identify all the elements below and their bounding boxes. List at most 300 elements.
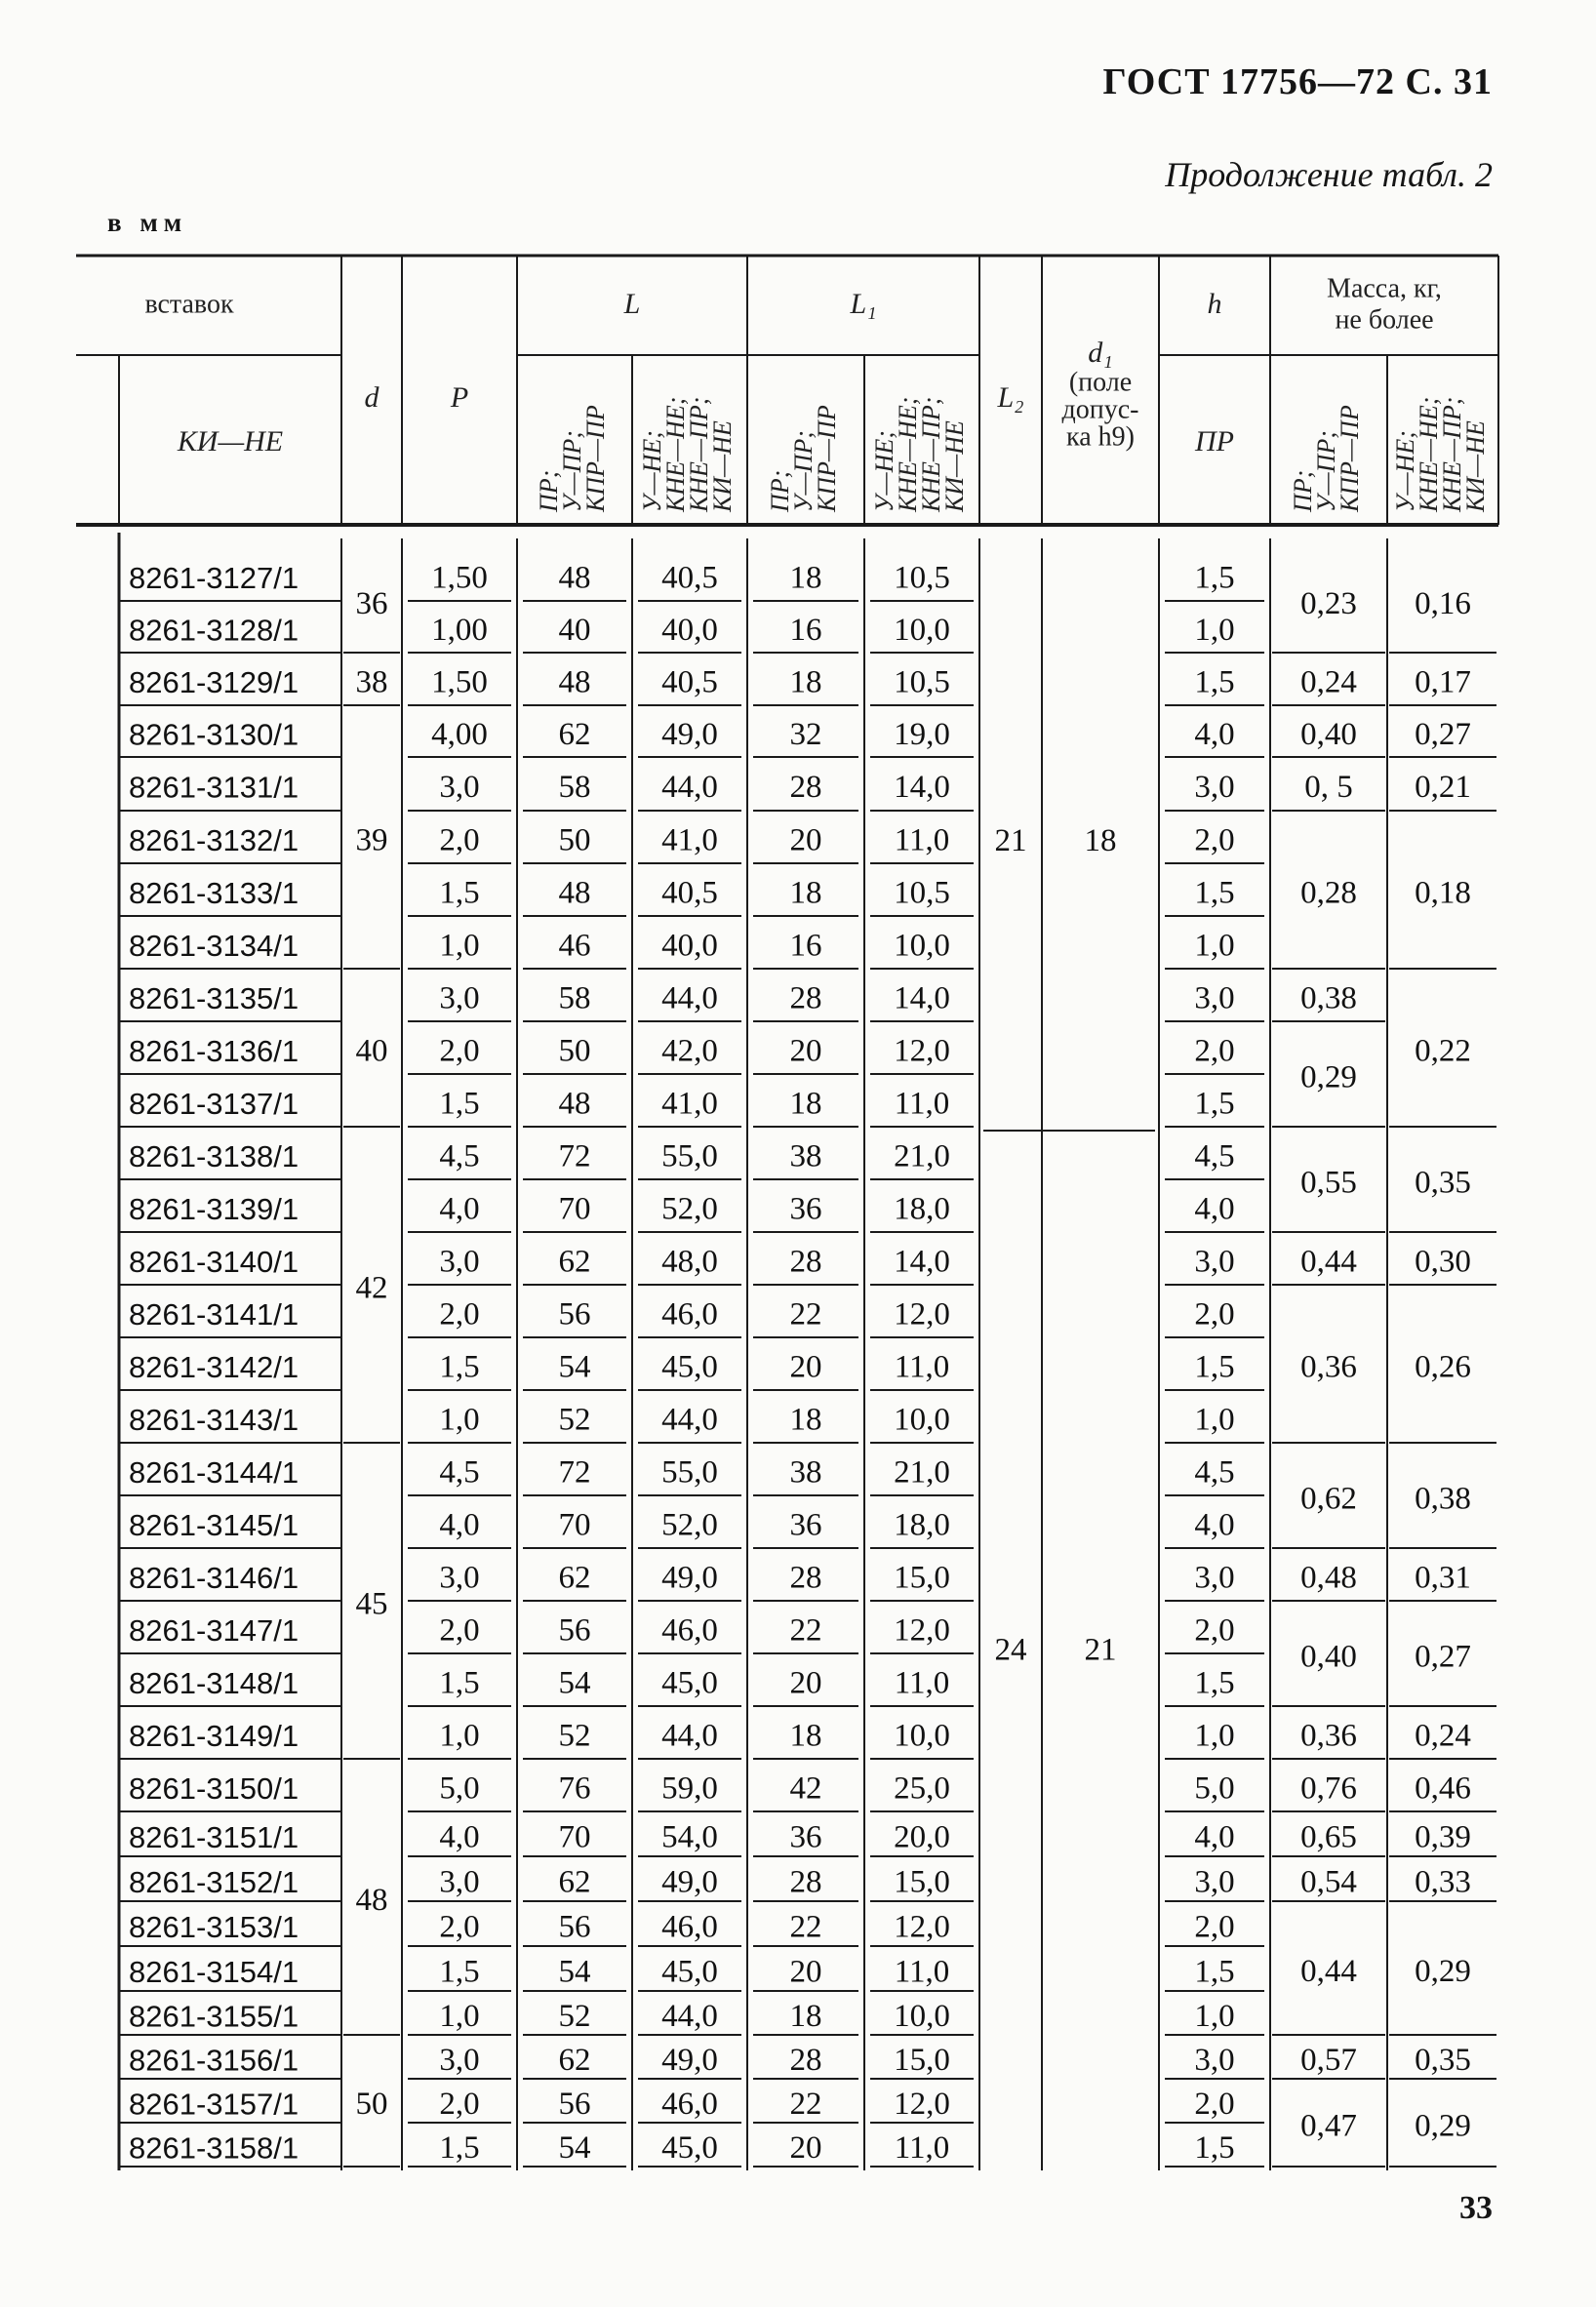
cell-d: 39 bbox=[355, 822, 388, 858]
cell-lb: 55,0 bbox=[661, 1138, 718, 1174]
cell-l1b: 25,0 bbox=[894, 1770, 950, 1807]
cell-la: 54 bbox=[558, 1954, 591, 1990]
cell-h: 1,5 bbox=[1194, 1349, 1235, 1385]
header-mass: Масса, кг, bbox=[1327, 273, 1442, 304]
cell-d: 36 bbox=[355, 586, 388, 622]
header-mass-sub-a-line: У—ПР; bbox=[1311, 430, 1340, 512]
header-h-pr: ПР bbox=[1195, 424, 1234, 457]
header-mass-sub-b bbox=[1391, 397, 1490, 513]
cell-p: 1,0 bbox=[439, 1999, 480, 2035]
cell-lb: 45,0 bbox=[661, 1349, 718, 1385]
cell-lb: 46,0 bbox=[661, 2087, 718, 2123]
cell-la: 54 bbox=[558, 1665, 591, 1701]
header-l1: L₁ bbox=[850, 287, 877, 320]
cell-p: 2,0 bbox=[439, 1909, 480, 1945]
cell-mass-b: 0,30 bbox=[1415, 1244, 1471, 1280]
header-l1-sub-b-line: У—НЕ; bbox=[869, 430, 898, 512]
cell-l1b: 18,0 bbox=[894, 1191, 950, 1227]
document-code: ГОСТ 17756—72 С. 31 bbox=[1102, 61, 1493, 102]
header-l-sub-b-line: КНЕ—ПР; bbox=[684, 396, 713, 512]
header-d1-tolerance: (поле bbox=[1068, 367, 1133, 398]
cell-mass-b: 0,29 bbox=[1415, 1954, 1471, 1990]
cell-l1b: 14,0 bbox=[894, 1244, 950, 1280]
cell-la: 50 bbox=[558, 822, 591, 858]
cell-mass-a: 0,57 bbox=[1300, 2043, 1357, 2079]
cell-h: 1,0 bbox=[1194, 1999, 1235, 2035]
cell-d: 40 bbox=[355, 1033, 388, 1069]
cell-la: 50 bbox=[558, 1033, 591, 1069]
cell-mass-b: 0,39 bbox=[1415, 1819, 1471, 1855]
part-code: 8261-3135/1 bbox=[129, 981, 299, 1016]
cell-l1a: 38 bbox=[789, 1454, 822, 1491]
cell-l1b: 10,0 bbox=[894, 928, 950, 964]
cell-lb: 44,0 bbox=[661, 1402, 718, 1438]
cell-la: 48 bbox=[558, 875, 591, 911]
cell-la: 70 bbox=[558, 1507, 591, 1543]
cell-lb: 49,0 bbox=[661, 1864, 718, 1900]
cell-mass-b: 0,46 bbox=[1415, 1770, 1471, 1807]
cell-h: 4,0 bbox=[1194, 717, 1235, 753]
cell-p: 4,0 bbox=[439, 1507, 480, 1543]
cell-lb: 52,0 bbox=[661, 1191, 718, 1227]
cell-lb: 42,0 bbox=[661, 1033, 718, 1069]
cell-l1b: 12,0 bbox=[894, 2087, 950, 2123]
cell-h: 1,5 bbox=[1194, 1086, 1235, 1122]
units-label: в мм bbox=[107, 208, 188, 237]
cell-mass-a: 0,47 bbox=[1300, 2108, 1357, 2144]
cell-h: 4,5 bbox=[1194, 1454, 1235, 1491]
cell-l1b: 10,0 bbox=[894, 1402, 950, 1438]
cell-mass-b: 0,21 bbox=[1415, 770, 1471, 806]
part-code: 8261-3131/1 bbox=[129, 770, 299, 805]
cell-p: 4,0 bbox=[439, 1191, 480, 1227]
cell-l1b: 10,0 bbox=[894, 1718, 950, 1754]
cell-h: 5,0 bbox=[1194, 1770, 1235, 1807]
cell-p: 3,0 bbox=[439, 1244, 480, 1280]
cell-l1a: 20 bbox=[789, 822, 822, 858]
part-code: 8261-3132/1 bbox=[129, 823, 299, 858]
header-l1-sub-b bbox=[870, 397, 969, 513]
part-code: 8261-3157/1 bbox=[129, 2087, 299, 2122]
cell-d: 50 bbox=[355, 2087, 388, 2123]
header-l1-sub-b-line: КИ—НЕ bbox=[939, 420, 969, 512]
part-code: 8261-3158/1 bbox=[129, 2130, 299, 2166]
cell-l1b: 12,0 bbox=[894, 1296, 950, 1332]
cell-lb: 49,0 bbox=[661, 1560, 718, 1596]
cell-la: 48 bbox=[558, 664, 591, 700]
cell-h: 3,0 bbox=[1194, 980, 1235, 1016]
header-l-sub-a-line: У—ПР; bbox=[557, 430, 586, 512]
header-kine: КИ—НЕ bbox=[177, 424, 284, 457]
cell-l2: 24 bbox=[994, 1632, 1027, 1668]
cell-mass-a: 0,48 bbox=[1300, 1560, 1357, 1596]
header-mass-sub-a-line: КПР—ПР bbox=[1335, 405, 1364, 512]
header-l1-sub-b-line: КНЕ—ПР; bbox=[916, 396, 945, 512]
header-vstavok: вставок bbox=[144, 289, 234, 320]
cell-p: 3,0 bbox=[439, 770, 480, 806]
header-l1-sub-b-line: КНЕ—НЕ; bbox=[893, 396, 922, 512]
part-code: 8261-3130/1 bbox=[129, 717, 299, 752]
cell-l1b: 11,0 bbox=[894, 822, 950, 858]
cell-l1a: 28 bbox=[789, 980, 822, 1016]
header-mass: не более bbox=[1335, 304, 1434, 336]
cell-l1b: 21,0 bbox=[894, 1138, 950, 1174]
cell-d1: 18 bbox=[1084, 823, 1117, 859]
cell-lb: 41,0 bbox=[661, 822, 718, 858]
header-d1: d₁ bbox=[1088, 336, 1113, 369]
header-l: L bbox=[623, 287, 641, 320]
cell-l1a: 18 bbox=[789, 1086, 822, 1122]
cell-l1a: 18 bbox=[789, 1718, 822, 1754]
cell-lb: 49,0 bbox=[661, 717, 718, 753]
cell-mass-b: 0,22 bbox=[1415, 1033, 1471, 1069]
cell-h: 4,0 bbox=[1194, 1507, 1235, 1543]
cell-l1a: 20 bbox=[789, 1349, 822, 1385]
cell-p: 1,0 bbox=[439, 1718, 480, 1754]
header-l1-sub-a-line: У—ПР; bbox=[788, 430, 818, 512]
cell-mass-b: 0,24 bbox=[1415, 1718, 1471, 1754]
cell-la: 76 bbox=[558, 1770, 591, 1807]
cell-l1b: 11,0 bbox=[894, 1954, 950, 1990]
cell-mass-b: 0,16 bbox=[1415, 586, 1471, 622]
header-l1-sub-a-line: ПР; bbox=[765, 469, 794, 512]
cell-mass-a: 0,44 bbox=[1300, 1954, 1357, 1990]
cell-h: 3,0 bbox=[1194, 2043, 1235, 2079]
part-code: 8261-3147/1 bbox=[129, 1613, 299, 1649]
cell-l1a: 28 bbox=[789, 1560, 822, 1596]
cell-l1a: 18 bbox=[789, 560, 822, 596]
cell-mass-b: 0,17 bbox=[1415, 664, 1471, 700]
cell-p: 2,0 bbox=[439, 1033, 480, 1069]
cell-h: 3,0 bbox=[1194, 1244, 1235, 1280]
cell-h: 1,5 bbox=[1194, 560, 1235, 596]
cell-l1b: 11,0 bbox=[894, 2130, 950, 2167]
part-code: 8261-3143/1 bbox=[129, 1403, 299, 1438]
cell-p: 1,5 bbox=[439, 1954, 480, 1990]
cell-l2: 21 bbox=[994, 823, 1027, 859]
cell-l1a: 18 bbox=[789, 1999, 822, 2035]
cell-l1a: 18 bbox=[789, 1402, 822, 1438]
cell-l1b: 12,0 bbox=[894, 1909, 950, 1945]
cell-p: 1,50 bbox=[431, 664, 488, 700]
cell-la: 70 bbox=[558, 1819, 591, 1855]
cell-lb: 46,0 bbox=[661, 1909, 718, 1945]
cell-mass-b: 0,29 bbox=[1415, 2108, 1471, 2144]
cell-l1b: 10,5 bbox=[894, 560, 950, 596]
cell-la: 56 bbox=[558, 1296, 591, 1332]
cell-la: 58 bbox=[558, 980, 591, 1016]
cell-mass-a: 0,29 bbox=[1300, 1059, 1357, 1095]
part-code: 8261-3134/1 bbox=[129, 929, 299, 964]
cell-la: 56 bbox=[558, 2087, 591, 2123]
cell-h: 2,0 bbox=[1194, 1612, 1235, 1649]
cell-mass-a: 0,38 bbox=[1300, 980, 1357, 1016]
cell-lb: 40,5 bbox=[661, 560, 718, 596]
cell-l1a: 28 bbox=[789, 770, 822, 806]
cell-h: 2,0 bbox=[1194, 1909, 1235, 1945]
cell-p: 2,0 bbox=[439, 1612, 480, 1649]
cell-p: 1,5 bbox=[439, 1349, 480, 1385]
cell-p: 1,50 bbox=[431, 560, 488, 596]
part-code: 8261-3152/1 bbox=[129, 1865, 299, 1900]
header-l-sub-b-line: У—НЕ; bbox=[637, 430, 666, 512]
cell-la: 62 bbox=[558, 1244, 591, 1280]
cell-p: 4,00 bbox=[431, 717, 488, 753]
cell-h: 1,5 bbox=[1194, 1954, 1235, 1990]
part-code: 8261-3138/1 bbox=[129, 1139, 299, 1174]
cell-l1a: 20 bbox=[789, 1954, 822, 1990]
part-code: 8261-3145/1 bbox=[129, 1508, 299, 1543]
cell-mass-a: 0,23 bbox=[1300, 586, 1357, 622]
cell-l1b: 12,0 bbox=[894, 1033, 950, 1069]
cell-lb: 49,0 bbox=[661, 2043, 718, 2079]
cell-l1a: 22 bbox=[789, 1612, 822, 1649]
cell-la: 54 bbox=[558, 2130, 591, 2167]
cell-l1b: 14,0 bbox=[894, 980, 950, 1016]
cell-lb: 59,0 bbox=[661, 1770, 718, 1807]
cell-l1b: 20,0 bbox=[894, 1819, 950, 1855]
cell-l1a: 36 bbox=[789, 1191, 822, 1227]
cell-la: 72 bbox=[558, 1454, 591, 1491]
cell-p: 1,5 bbox=[439, 2130, 480, 2167]
cell-l1b: 11,0 bbox=[894, 1349, 950, 1385]
cell-mass-a: 0,36 bbox=[1300, 1718, 1357, 1754]
header-d1-tolerance: ка h9) bbox=[1066, 421, 1135, 453]
part-code: 8261-3155/1 bbox=[129, 1999, 299, 2034]
cell-h: 2,0 bbox=[1194, 822, 1235, 858]
cell-lb: 54,0 bbox=[661, 1819, 718, 1855]
cell-lb: 46,0 bbox=[661, 1612, 718, 1649]
table-continuation-note: Продолжение табл. 2 bbox=[1165, 155, 1493, 194]
cell-mass-a: 0,40 bbox=[1300, 717, 1357, 753]
cell-lb: 45,0 bbox=[661, 1954, 718, 1990]
cell-l1a: 20 bbox=[789, 1033, 822, 1069]
part-code: 8261-3153/1 bbox=[129, 1910, 299, 1945]
part-code: 8261-3150/1 bbox=[129, 1771, 299, 1807]
cell-lb: 44,0 bbox=[661, 1999, 718, 2035]
cell-p: 2,0 bbox=[439, 2087, 480, 2123]
header-l-sub-a-line: КПР—ПР bbox=[580, 405, 610, 512]
cell-l1b: 11,0 bbox=[894, 1665, 950, 1701]
header-l-sub-b bbox=[638, 397, 737, 513]
cell-d1: 21 bbox=[1084, 1632, 1117, 1668]
cell-mass-b: 0,31 bbox=[1415, 1560, 1471, 1596]
part-code: 8261-3141/1 bbox=[129, 1297, 299, 1332]
part-code: 8261-3139/1 bbox=[129, 1192, 299, 1227]
cell-mass-a: 0,62 bbox=[1300, 1481, 1357, 1517]
cell-la: 48 bbox=[558, 1086, 591, 1122]
header-mass-sub-a-line: ПР; bbox=[1288, 469, 1317, 512]
cell-mass-a: 0, 5 bbox=[1304, 770, 1353, 806]
cell-p: 1,00 bbox=[431, 613, 488, 649]
part-code: 8261-3149/1 bbox=[129, 1719, 299, 1754]
cell-lb: 41,0 bbox=[661, 1086, 718, 1122]
cell-lb: 40,0 bbox=[661, 613, 718, 649]
cell-h: 2,0 bbox=[1194, 1296, 1235, 1332]
cell-p: 3,0 bbox=[439, 1560, 480, 1596]
cell-p: 2,0 bbox=[439, 822, 480, 858]
cell-p: 4,0 bbox=[439, 1819, 480, 1855]
cell-l1a: 42 bbox=[789, 1770, 822, 1807]
cell-lb: 44,0 bbox=[661, 770, 718, 806]
cell-mass-a: 0,76 bbox=[1300, 1770, 1357, 1807]
cell-mass-a: 0,65 bbox=[1300, 1819, 1357, 1855]
cell-p: 3,0 bbox=[439, 980, 480, 1016]
cell-la: 62 bbox=[558, 717, 591, 753]
cell-la: 62 bbox=[558, 1560, 591, 1596]
part-code: 8261-3128/1 bbox=[129, 613, 299, 648]
cell-l1b: 21,0 bbox=[894, 1454, 950, 1491]
cell-p: 2,0 bbox=[439, 1296, 480, 1332]
header-mass-sub-b-line: КНЕ—ПР; bbox=[1437, 396, 1466, 512]
header-l1-sub-a-line: КПР—ПР bbox=[812, 405, 841, 512]
cell-lb: 45,0 bbox=[661, 1665, 718, 1701]
header-l-sub-a-line: ПР; bbox=[534, 469, 563, 512]
cell-l1a: 28 bbox=[789, 1864, 822, 1900]
header-h: h bbox=[1207, 287, 1222, 320]
cell-p: 1,5 bbox=[439, 1086, 480, 1122]
cell-p: 3,0 bbox=[439, 1864, 480, 1900]
part-code: 8261-3151/1 bbox=[129, 1820, 299, 1855]
cell-l1a: 32 bbox=[789, 717, 822, 753]
cell-p: 3,0 bbox=[439, 2043, 480, 2079]
part-code: 8261-3136/1 bbox=[129, 1034, 299, 1069]
cell-lb: 40,5 bbox=[661, 664, 718, 700]
cell-h: 1,5 bbox=[1194, 2130, 1235, 2167]
cell-mass-a: 0,40 bbox=[1300, 1639, 1357, 1675]
header-p: P bbox=[450, 380, 469, 414]
cell-l1a: 16 bbox=[789, 613, 822, 649]
part-code: 8261-3148/1 bbox=[129, 1666, 299, 1701]
cell-l1b: 14,0 bbox=[894, 770, 950, 806]
cell-l1a: 36 bbox=[789, 1507, 822, 1543]
cell-d: 42 bbox=[355, 1270, 388, 1306]
part-code: 8261-3140/1 bbox=[129, 1245, 299, 1280]
cell-l1b: 12,0 bbox=[894, 1612, 950, 1649]
cell-h: 3,0 bbox=[1194, 770, 1235, 806]
cell-h: 1,0 bbox=[1194, 928, 1235, 964]
header-mass-sub-b-line: КИ—НЕ bbox=[1460, 420, 1490, 512]
part-code: 8261-3156/1 bbox=[129, 2043, 299, 2078]
cell-p: 1,0 bbox=[439, 1402, 480, 1438]
cell-lb: 44,0 bbox=[661, 980, 718, 1016]
cell-l1b: 15,0 bbox=[894, 1560, 950, 1596]
cell-h: 3,0 bbox=[1194, 1864, 1235, 1900]
cell-h: 4,0 bbox=[1194, 1819, 1235, 1855]
cell-h: 1,5 bbox=[1194, 875, 1235, 911]
cell-p: 4,5 bbox=[439, 1454, 480, 1491]
cell-l1a: 22 bbox=[789, 2087, 822, 2123]
cell-la: 54 bbox=[558, 1349, 591, 1385]
part-code: 8261-3142/1 bbox=[129, 1350, 299, 1385]
cell-la: 56 bbox=[558, 1612, 591, 1649]
cell-h: 1,0 bbox=[1194, 1402, 1235, 1438]
part-code: 8261-3154/1 bbox=[129, 1955, 299, 1990]
header-mass-sub-b-line: КНЕ—НЕ; bbox=[1414, 396, 1443, 512]
cell-la: 70 bbox=[558, 1191, 591, 1227]
cell-d: 48 bbox=[355, 1883, 388, 1919]
cell-la: 46 bbox=[558, 928, 591, 964]
cell-p: 1,0 bbox=[439, 928, 480, 964]
cell-h: 4,5 bbox=[1194, 1138, 1235, 1174]
cell-mass-b: 0,26 bbox=[1415, 1349, 1471, 1385]
cell-la: 48 bbox=[558, 560, 591, 596]
cell-la: 56 bbox=[558, 1909, 591, 1945]
cell-l1a: 22 bbox=[789, 1909, 822, 1945]
cell-p: 1,5 bbox=[439, 1665, 480, 1701]
cell-lb: 48,0 bbox=[661, 1244, 718, 1280]
cell-h: 1,0 bbox=[1194, 1718, 1235, 1754]
cell-p: 1,5 bbox=[439, 875, 480, 911]
cell-h: 4,0 bbox=[1194, 1191, 1235, 1227]
cell-h: 1,0 bbox=[1194, 613, 1235, 649]
cell-p: 5,0 bbox=[439, 1770, 480, 1807]
cell-h: 2,0 bbox=[1194, 1033, 1235, 1069]
cell-la: 72 bbox=[558, 1138, 591, 1174]
cell-la: 62 bbox=[558, 2043, 591, 2079]
cell-lb: 52,0 bbox=[661, 1507, 718, 1543]
cell-l1b: 10,0 bbox=[894, 613, 950, 649]
cell-la: 52 bbox=[558, 1402, 591, 1438]
header-l1-sub-a bbox=[766, 405, 841, 513]
cell-l1b: 11,0 bbox=[894, 1086, 950, 1122]
part-code: 8261-3129/1 bbox=[129, 665, 299, 700]
cell-l1b: 10,0 bbox=[894, 1999, 950, 2035]
cell-l1a: 18 bbox=[789, 664, 822, 700]
part-code: 8261-3137/1 bbox=[129, 1087, 299, 1122]
header-mass-sub-b-line: У—НЕ; bbox=[1390, 430, 1419, 512]
cell-la: 40 bbox=[558, 613, 591, 649]
cell-mass-b: 0,27 bbox=[1415, 1639, 1471, 1675]
cell-l1b: 15,0 bbox=[894, 1864, 950, 1900]
cell-mass-a: 0,54 bbox=[1300, 1864, 1357, 1900]
cell-lb: 40,0 bbox=[661, 928, 718, 964]
cell-l1a: 28 bbox=[789, 2043, 822, 2079]
cell-h: 2,0 bbox=[1194, 2087, 1235, 2123]
cell-mass-a: 0,55 bbox=[1300, 1165, 1357, 1201]
header-l-sub-a bbox=[535, 405, 610, 513]
header-d1-tolerance: допус- bbox=[1061, 394, 1139, 425]
cell-h: 3,0 bbox=[1194, 1560, 1235, 1596]
header-l-sub-b-line: КНЕ—НЕ; bbox=[660, 396, 690, 512]
cell-la: 58 bbox=[558, 770, 591, 806]
cell-mass-b: 0,35 bbox=[1415, 1165, 1471, 1201]
page-number: 33 bbox=[1459, 2190, 1493, 2226]
cell-h: 1,5 bbox=[1194, 1665, 1235, 1701]
cell-h: 1,5 bbox=[1194, 664, 1235, 700]
cell-l1a: 16 bbox=[789, 928, 822, 964]
cell-l1a: 36 bbox=[789, 1819, 822, 1855]
cell-l1a: 20 bbox=[789, 1665, 822, 1701]
cell-la: 52 bbox=[558, 1999, 591, 2035]
cell-mass-b: 0,18 bbox=[1415, 875, 1471, 911]
cell-l1a: 28 bbox=[789, 1244, 822, 1280]
cell-mass-b: 0,27 bbox=[1415, 717, 1471, 753]
cell-d: 45 bbox=[355, 1586, 388, 1622]
header-d: d bbox=[364, 380, 379, 414]
cell-l1a: 38 bbox=[789, 1138, 822, 1174]
cell-l1b: 15,0 bbox=[894, 2043, 950, 2079]
header-l2: L₂ bbox=[997, 380, 1024, 414]
cell-l1b: 10,5 bbox=[894, 664, 950, 700]
cell-l1b: 18,0 bbox=[894, 1507, 950, 1543]
cell-d: 38 bbox=[355, 664, 388, 700]
cell-mass-a: 0,44 bbox=[1300, 1244, 1357, 1280]
cell-mass-b: 0,35 bbox=[1415, 2043, 1471, 2079]
part-code: 8261-3146/1 bbox=[129, 1561, 299, 1596]
cell-mass-a: 0,24 bbox=[1300, 664, 1357, 700]
part-code: 8261-3144/1 bbox=[129, 1455, 299, 1491]
